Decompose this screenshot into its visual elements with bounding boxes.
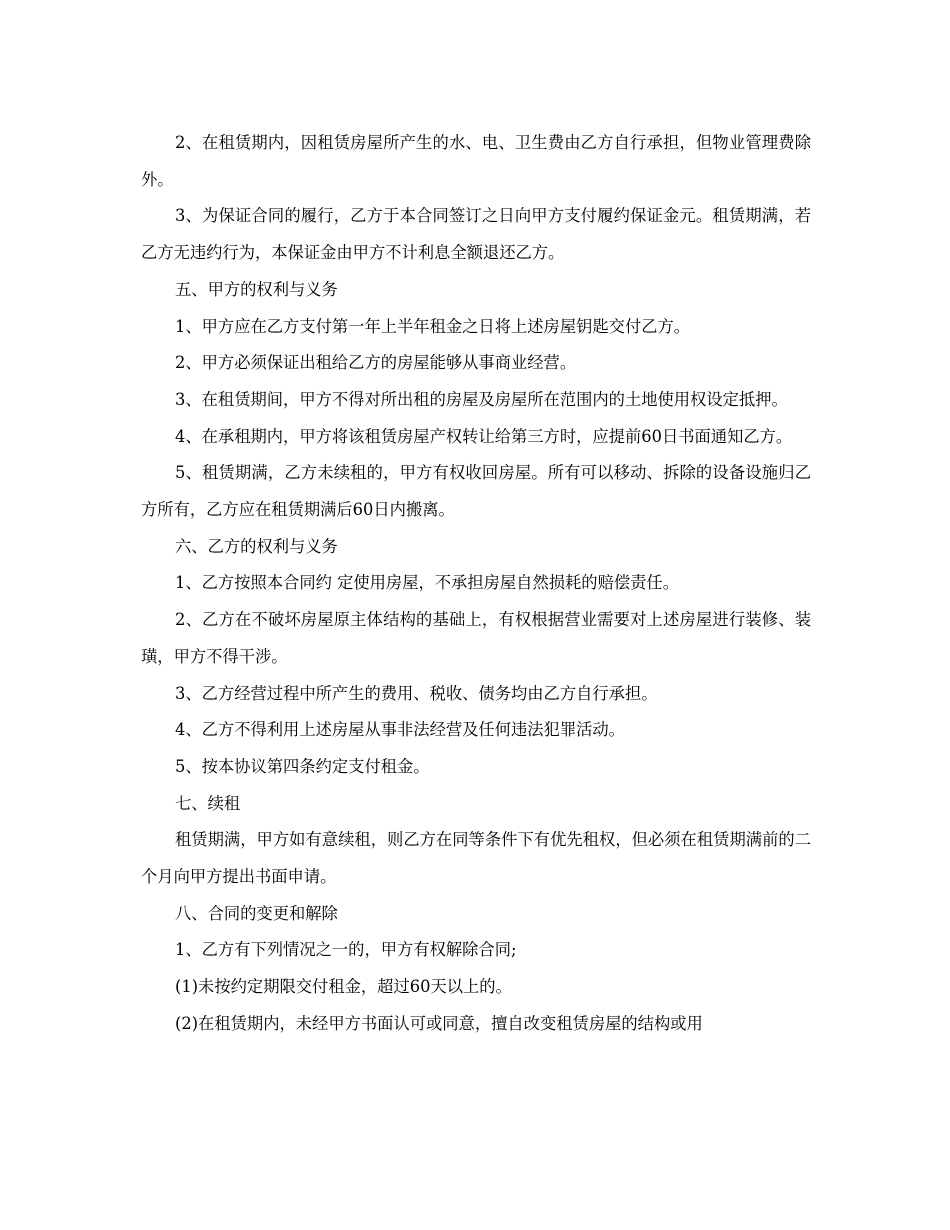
document-body [141,125,811,1043]
clause-paragraph: 1、甲方应在乙方支付第一年上半年租金之日将上述房屋钥匙交付乙方。 [175,316,691,336]
section-heading: 七、续租 [175,793,241,813]
clause-paragraph: 1、乙方按照本合同约 定使用房屋，不承担房屋自然损耗的赔偿责任。 [175,573,679,593]
clause-paragraph: 2、甲方必须保证出租给乙方的房屋能够从事商业经营。 [175,353,577,373]
clause-paragraph: 4、在承租期内，甲方将该租赁房屋产权转让给第三方时，应提前60日书面通知乙方。 [175,426,793,446]
clause-paragraph: (1)未按约定期限交付租金，超过60天以上的。 [175,977,512,997]
clause-paragraph: 3、乙方经营过程中所产生的费用、税收、债务均由乙方自行承担。 [175,683,658,703]
clause-paragraph: 3、在租赁期间，甲方不得对所出租的房屋及房屋所在范围内的土地使用权设定抵押。 [175,389,788,409]
clause-paragraph: 5、按本协议第四条约定支付租金。 [175,756,430,776]
section-heading: 六、乙方的权利与义务 [175,536,338,556]
clause-paragraph: 3、为保证合同的履行，乙方于本合同签订之日向甲方支付履约保证金元。租赁期满，若乙方无违约行为，本保证金由甲方不计利息全额退还乙方。 [141,206,811,263]
section-heading: 八、合同的变更和解除 [175,903,338,923]
clause-paragraph: 4、乙方不得利用上述房屋从事非法经营及任何违法犯罪活动。 [175,720,625,740]
clause-paragraph: 2、在租赁期内，因租赁房屋所产生的水、电、卫生费由乙方自行承担，但物业管理费除外。 [141,133,811,189]
clause-paragraph: (2)在租赁期内，未经甲方书面认可或同意，擅自改变租赁房屋的结构或用 [175,1013,703,1033]
clause-paragraph: 租赁期满，甲方如有意续租，则乙方在同等条件下有优先租权，但必须在租赁期满前的二个月向甲方提出书面申请。 [141,830,811,887]
clause-paragraph: 5、租赁期满，乙方未续租的，甲方有权收回房屋。所有可以移动、拆除的设备设施归乙方所有，乙方应在租赁期满后60日内搬离。 [141,463,811,520]
clause-paragraph: 1、乙方有下列情况之一的，甲方有权解除合同; [175,940,517,960]
section-heading: 五、甲方的权利与义务 [175,279,338,299]
clause-paragraph: 2、乙方在不破坏房屋原主体结构的基础上，有权根据营业需要对上述房屋进行装修、装璜，甲方不得干涉。 [141,610,811,666]
